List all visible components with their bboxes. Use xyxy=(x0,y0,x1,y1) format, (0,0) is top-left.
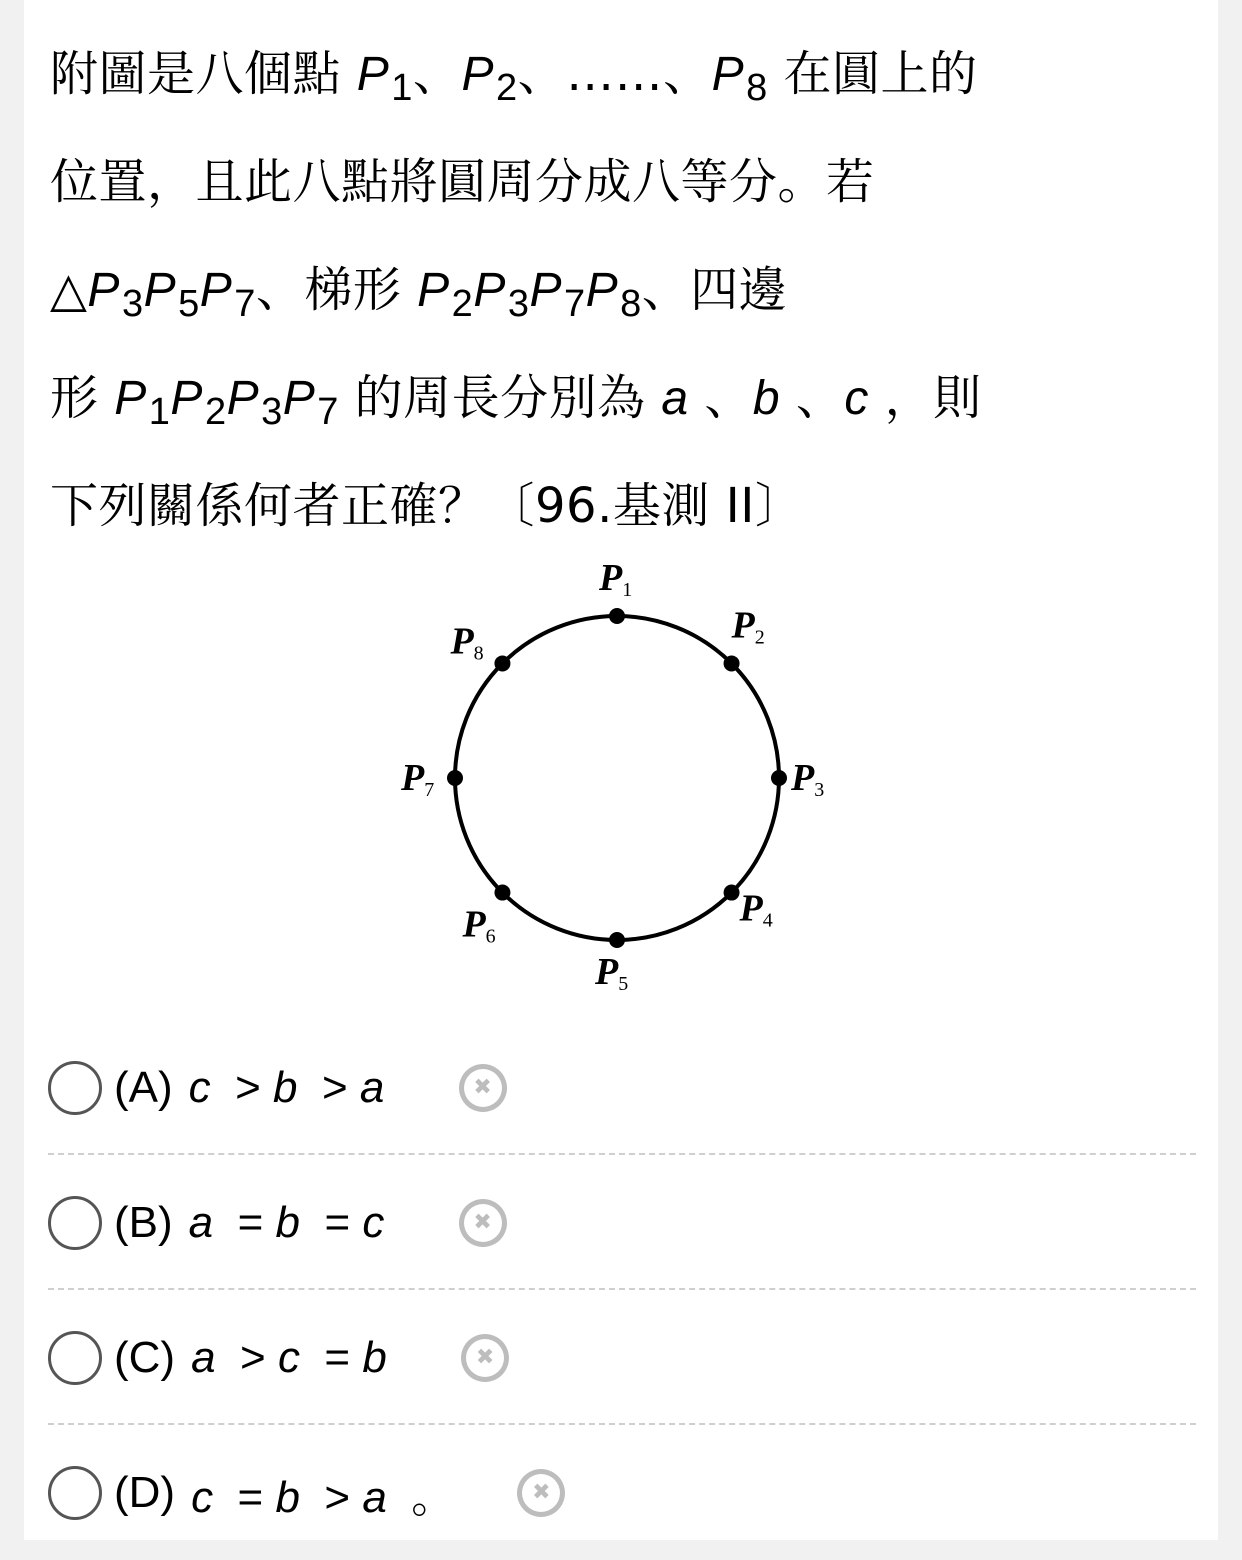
radio-button[interactable] xyxy=(48,1331,102,1385)
subscript: 3 xyxy=(507,283,530,325)
var-p: P xyxy=(473,264,506,317)
question-line-1 xyxy=(50,20,1170,128)
point-dot-8 xyxy=(494,655,510,671)
subscript: 2 xyxy=(204,391,227,433)
option-expression: c > b > a xyxy=(188,1062,397,1112)
var-p: P xyxy=(226,372,260,425)
text-segment: 、 xyxy=(780,370,845,426)
radio-button[interactable] xyxy=(48,1196,102,1250)
circle-diagram xyxy=(374,560,854,1000)
eliminate-option-icon[interactable] xyxy=(459,1064,507,1112)
text-segment: 、……、 xyxy=(517,46,712,102)
radio-button[interactable] xyxy=(48,1466,102,1520)
subscript: 5 xyxy=(178,283,200,325)
subscript: 3 xyxy=(261,391,283,433)
text-segment: ，則 xyxy=(868,370,982,426)
var-p: P xyxy=(356,48,390,101)
point-label-5: P5 xyxy=(595,951,629,995)
point-label-2: P2 xyxy=(731,604,765,649)
var-p: P xyxy=(114,372,147,425)
option-expression: a = b = c xyxy=(188,1197,397,1247)
point-dot-6 xyxy=(494,885,510,901)
question-card xyxy=(24,0,1218,1540)
circle-figure xyxy=(374,560,854,1000)
text-segment: 的周長分別為 xyxy=(338,370,662,426)
radio-button[interactable] xyxy=(48,1061,102,1115)
point-label-7: P7 xyxy=(401,757,435,801)
option-letter: (A) xyxy=(114,1062,173,1112)
var-b: b xyxy=(752,372,781,425)
option-c[interactable] xyxy=(48,1290,1196,1425)
subscript: 7 xyxy=(234,283,256,325)
option-list xyxy=(48,1020,1196,1560)
var-p: P xyxy=(87,264,120,317)
text-segment: 在圓上的 xyxy=(767,46,978,102)
subscript: 7 xyxy=(563,283,586,325)
point-label-8: P8 xyxy=(450,620,484,665)
var-p: P xyxy=(282,372,316,425)
eliminate-option-icon[interactable] xyxy=(461,1334,509,1382)
point-dot-5 xyxy=(609,932,625,948)
question-line-5: 下列關係何者正確？〔96.基測 II〕 xyxy=(50,478,804,534)
option-letter: (B) xyxy=(114,1197,173,1247)
option-a[interactable] xyxy=(48,1020,1196,1155)
subscript: 2 xyxy=(451,283,474,325)
text-segment: 、梯形 xyxy=(255,262,418,318)
text-segment: 、四邊 xyxy=(641,262,788,318)
var-p: P xyxy=(143,264,177,317)
option-expression: c = b > a 。 xyxy=(191,1472,456,1522)
var-p: P xyxy=(199,264,233,317)
text-segment: 、 xyxy=(412,46,462,102)
text-segment: 、 xyxy=(688,370,753,426)
point-label-4: P4 xyxy=(739,887,773,932)
subscript: 3 xyxy=(121,283,144,325)
var-p: P xyxy=(417,264,450,317)
subscript: 2 xyxy=(495,67,518,109)
point-dot-2 xyxy=(724,655,740,671)
point-label-6: P6 xyxy=(462,903,496,948)
eliminate-option-icon[interactable] xyxy=(517,1469,565,1517)
var-a: a xyxy=(661,372,689,425)
triangle-symbol: △ xyxy=(50,262,88,318)
point-label-3: P3 xyxy=(791,757,825,801)
subscript: 7 xyxy=(317,391,339,433)
text-segment: 形 xyxy=(50,370,115,426)
point-dot-3 xyxy=(771,770,787,786)
point-dot-1 xyxy=(609,608,625,624)
question-line-2: 位置，且此八點將圓周分成八等分。若 xyxy=(50,154,875,210)
var-p: P xyxy=(170,372,203,425)
subscript: 1 xyxy=(391,67,413,109)
var-p: P xyxy=(585,264,619,317)
option-letter: (D) xyxy=(114,1467,176,1517)
point-label-1: P1 xyxy=(599,560,633,601)
question-text xyxy=(50,20,1170,560)
subscript: 8 xyxy=(620,283,642,325)
point-dot-4 xyxy=(724,885,740,901)
var-p: P xyxy=(461,48,494,101)
subscript: 8 xyxy=(746,67,768,109)
var-p: P xyxy=(529,264,562,317)
option-b[interactable] xyxy=(48,1155,1196,1290)
var-c: c xyxy=(844,372,869,425)
option-expression: a > c = b xyxy=(191,1332,400,1382)
point-dot-7 xyxy=(447,770,463,786)
text-segment: 附圖是八個點 xyxy=(50,46,357,102)
subscript: 1 xyxy=(148,391,171,433)
var-p: P xyxy=(711,48,745,101)
question-line-4 xyxy=(50,344,1170,452)
question-line-3 xyxy=(50,236,1170,344)
eliminate-option-icon[interactable] xyxy=(459,1199,507,1247)
option-letter: (C) xyxy=(114,1332,176,1382)
